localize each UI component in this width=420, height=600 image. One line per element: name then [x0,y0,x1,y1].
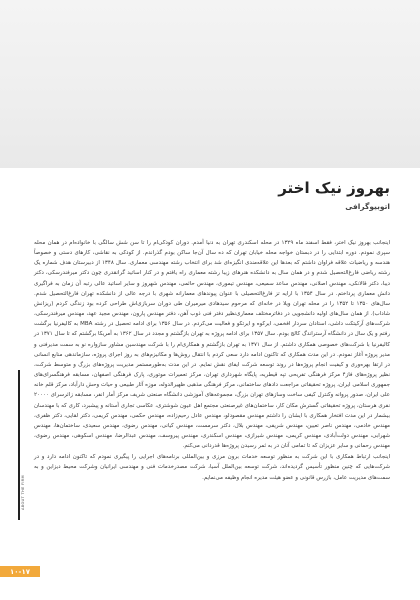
article-paragraph-2: اینجانب ارتباط همکاری با این شرکت به منظور توسعه خدمات برون مرزی و بین‌المللی برنامه‌های اجرایی را پیگیری نمودم که تاکنون ادامه دارد و در شرکت‌هایی که چنین منظور تأسیس گردیده‌اند، شرکت توسعه بین‌الملل آسیا، شرکت مصدرخدمات فنی و مهندسی ایرانیان وشرکت محیط دیزاین و به سمت‌های مدیریت عامل، بازرس قانونی و عضو هیئت مدیره انجام وظیفه می‌نمایم. [34,454,390,481]
article-paragraph-1: اینجانب بهروز نیک اختر، فقط اسفند ماه ۱۳۲۹ در محله اسکندری تهران به دنیا آمدم. دوران کودکی‌ام را تا سن شش سالگی با خانواده‌ام در همان محله سپری نمودم. دوره ابتدایی را در دبستان خواجه محله خیابان تهران که ده سال آن‌جا ساکن بودم گذراندم. از کودکی به نقاشی، کارهای دستی و خصوصاً هندسه و ریاضیات علاقه فراوان داشتم که بعدها این علاقه‌مندی انگیزه‌ای شد برای انتخاب رشته مهندسی معماری. سال ۱۳۴۸ از دبیرستان هدف شماره یک رشته ریاضی فارغ‌التحصیل شدم و در همان سال به دانشکده هنرهای زیبا رشته معماری راه یافتم و در کنار اساتید گرانقدری چون دکتر میرفندرسکی، دکتر دیبا، دکتر قالانکی، مهندس اصلانی، مهندس ساعد سمیعی، مهندس تیموری، مهندس حائمی، مهندس شهروز و سایر اساتید عالی رتبه آن زمان به فراگیری دانش معماری پرداختم. در سال ۱۳۵۴ با ارایه تز فارغ‌التحصیلی با عنوان پیوندهای معمارانه شهری با درجه عالی از دانشکده تهران فارغ‌التحصیل شدم. سال‌های ۱۳۵۰ تا ۱۳۵۲ را در محله تهران ویلا در خانه‌ای که مرحوم سیدهادی میرمیران طی دوران سربازی‌اش طراحی کرده بود زندگی کردم (ریزانش شاداب). از همان سال‌های اولیه دانشجویی در دفاترمختلف معماری‌نظیر دفتر فنی ذوب آهن، دفتر مهندس پارون، مهندس مجید عهد، مهندس میرفندرسکی، شرکت‌های آرکیتکت داشی، استادان سردار افخمی، ایرکوه و ایرتکو و فعالیت می‌کردم. در سال ۱۳۵۶ برای ادامه تحصیل در رشته MBA به کالیفرنیا برگشت رفتم و یک سال در دانشگاه آرستراندگ کالج بودم. سال ۱۳۵۷ برای ادامه پروژه به تهران بازگشتم و مجدد در سال ۱۳۶۲ به آمریکا برگشتم که تا سال ۱۳۷۱ در کالیفرنیا با شرکت‌های خصوصی همکاری داشتم. از سال ۱۳۷۱ به تهران بازگشتم و همکاری‌ام را با شرکت مهندسین مشاور سازواره نو به سمت مدیرفنی و مدیر پروژه آغاز نمودم. در این مدت همکاری که تاکنون ادامه دارد سعی کردم با انتقال روش‌ها و مکانیزم‌های به روز اجرای پروژه، سازماندهی منابع انسانی در ارتقا بهره‌وری و کیفیت انجام پروژه‌ها در روند توسعه شرکت ایفای نقش نمایم. در این مدت به‌طورمستمر مدیریت پروژه‌های بزرگ و متوسط شرکت، نظیر پروژه‌های فاز۴ مرکز فرهنگی تفریحی تپه قیطریه، پایگاه شهرداری تهران، مرکز تعمیرات موتوری، پارک فرهنگی اصفهان، مسابقه فرهنگسرای‌های جمهوری اسلامی ایران، پروژه تحقیقاتی مراجعت دادهای ساختمانی، مرکز فرهنگی مذهبی ظهیرالدوله، موزه آثار طبیعی و حیات وحش دارآباد، مرکز قلم خانه علی ایران، صدور پروانه وکنترل کیفی ساخت وسازهای تهران بزرگ، مجموعه‌های آموزشی دانشگاه صنعتی شریف مرکز آمار انفر، مسابقه زائر‌سرای ۲۰۰۰۰ نفری هرستان، پروژه تحقیقاتی گسترش مکان کار، ساختمان‌های غیرصنعتی مجتمع اهل عیون شوشتری، عکاسی تجاری آستانه و پیشبرد، کاری که با مهندسان بیشمار در این مدت افتخار همکاری با ایشان را داشتم مهندس مقصودلو، مهندس عادل رحیم‌زاده، مهندس حکمی، مهندس کریمی، دکتر لقایی، دکتر ظفری، مهندس خادمی، مهندس ناصر تعیین، مهندس شریفی، مهندس بلال، دکتر سرمست، مهندس کیانی، مهندس رضوی، مهندس سعیدی، ساختمان‌ها، مهندس شهرابی، مهندس دولت‌آبادی، مهندس کریمی، مهندس شیرازی، مهندس اسکندری، مهندس پیروسف، مهندس عبدالرضا، مهندس اسکوهی، مهندس رضوی، مهندس رحمانی و سایر عزیزان که تا تمامی آنان در به ثمر رسیدن پروژه‌ها قدردانی می‌کنم. [34,240,390,450]
page-number-badge [0,566,40,577]
article-body [34,238,390,483]
sidebar-vertical-rule [18,370,20,520]
article-title: بهروز نیک اختر [278,179,390,197]
page-number: ۱۰-۱۷ [10,567,30,576]
header-photo [0,0,420,168]
sidebar-vertical-label: ABOUT THE FIRM [21,475,25,510]
article-subtitle: اتوبیوگرافی [345,202,390,211]
title-block [50,178,390,211]
